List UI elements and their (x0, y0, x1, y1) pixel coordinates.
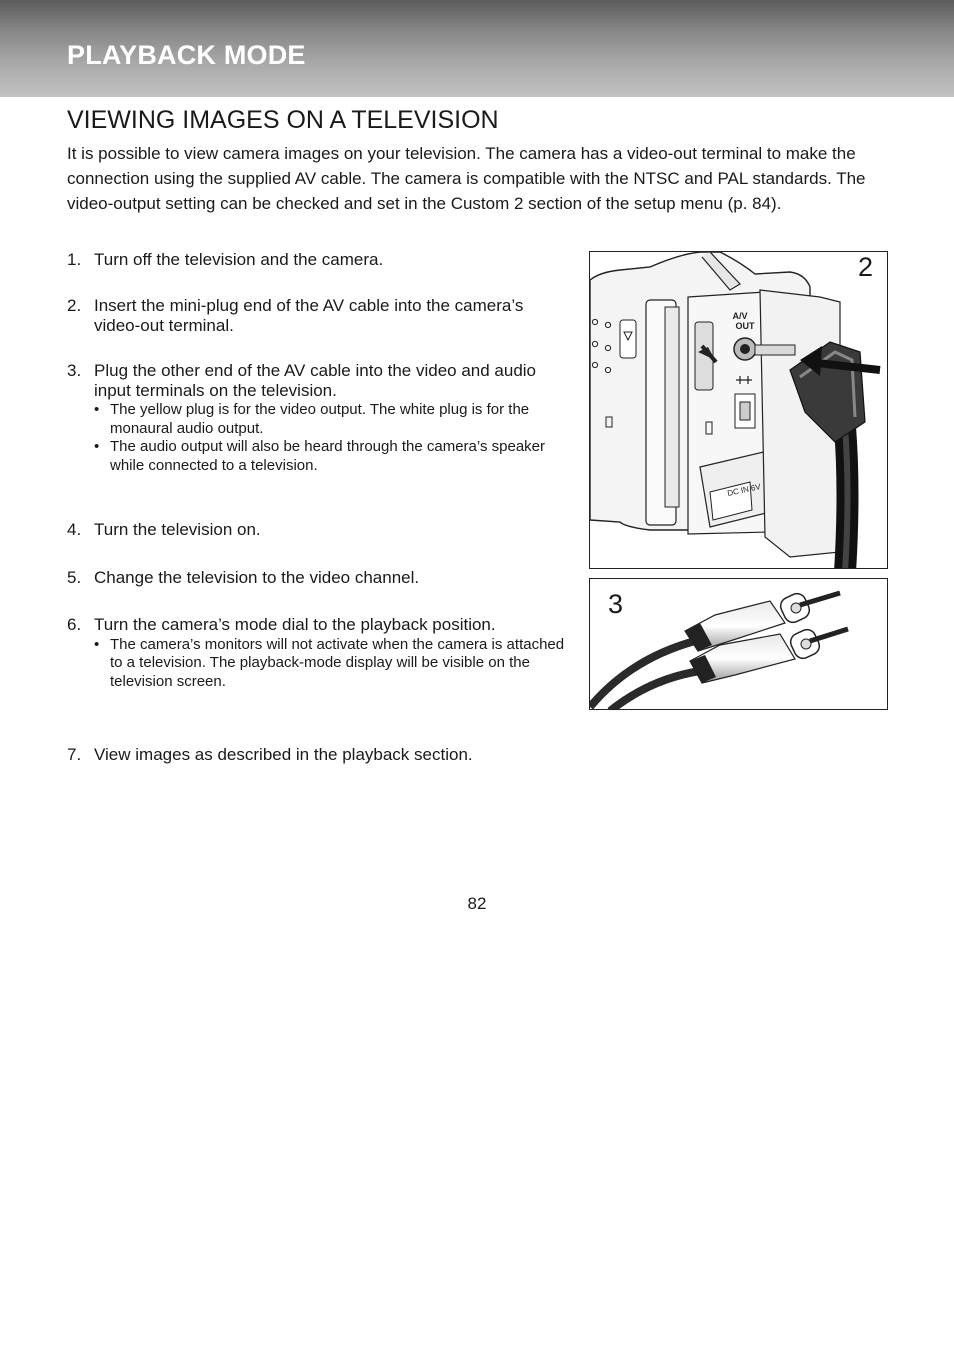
step-5 (67, 568, 567, 588)
step-number: 1. (67, 250, 82, 269)
step-1 (67, 250, 567, 270)
step-2 (67, 296, 567, 335)
intro-paragraph: It is possible to view camera images on your television. The camera has a video-out terminal to make the connection using the supplied AV cable. The camera is compatible with the NTSC and PAL standards. The video-output setting can be checked and set in the Custom 2 section of the setup menu (p. 84). (67, 144, 866, 213)
note-item (94, 401, 567, 438)
bullet-glyph: • (94, 438, 100, 455)
step-number: 4. (67, 520, 82, 539)
step-text: Change the television to the video channel. (94, 568, 420, 587)
step-number: 5. (67, 568, 82, 587)
bullet-glyph: • (94, 401, 100, 418)
figure-2-camera-av-terminal (589, 251, 888, 569)
rca-plugs-illustration (590, 579, 887, 709)
av-out-label-line2: OUT (735, 321, 755, 331)
dc-in-label: DC IN 6V (726, 482, 762, 498)
step-6-notes (94, 636, 567, 692)
step-text: Plug the other end of the AV cable into the video and audio input terminals on the television. (94, 361, 537, 400)
note-item (94, 438, 567, 475)
page-number: 82 (467, 894, 487, 913)
bullet-glyph: • (94, 635, 100, 653)
figure-number: 2 (857, 252, 873, 282)
step-number: 3. (67, 361, 82, 380)
step-number: 2. (67, 296, 82, 315)
av-out-label-line1: A/V (732, 311, 748, 321)
header-bar (0, 0, 954, 97)
camera-side-illustration (590, 252, 887, 568)
section-title: VIEWING IMAGES ON A TELEVISION (67, 106, 499, 134)
note-text: The audio output will also be heard through the camera’s speaker while connected to a television. (110, 438, 545, 474)
note-text: The yellow plug is for the video output. The white plug is for the monaural audio output. (110, 401, 530, 437)
step-text: Turn off the television and the camera. (94, 250, 384, 269)
step-number: 6. (67, 615, 82, 634)
step-text: Turn the television on. (94, 520, 261, 539)
step-3-notes (94, 401, 567, 475)
step-text: View images as described in the playback section. (94, 745, 473, 764)
step-text: Insert the mini-plug end of the AV cable into the camera’s video-out terminal. (94, 296, 524, 335)
step-7 (67, 745, 567, 765)
note-item (94, 636, 567, 692)
step-6 (67, 615, 567, 691)
step-4 (67, 520, 567, 540)
figure-number: 3 (608, 589, 624, 619)
figure-3-rca-plugs (589, 578, 888, 710)
step-number: 7. (67, 745, 82, 764)
step-text: Turn the camera’s mode dial to the playback position. (94, 615, 496, 634)
page-header-title: PLAYBACK MODE (67, 40, 306, 70)
step-3 (67, 361, 567, 475)
note-text: The camera’s monitors will not activate when the camera is attached to a television. The playback-mode display will be visible on the television screen. (110, 635, 565, 690)
